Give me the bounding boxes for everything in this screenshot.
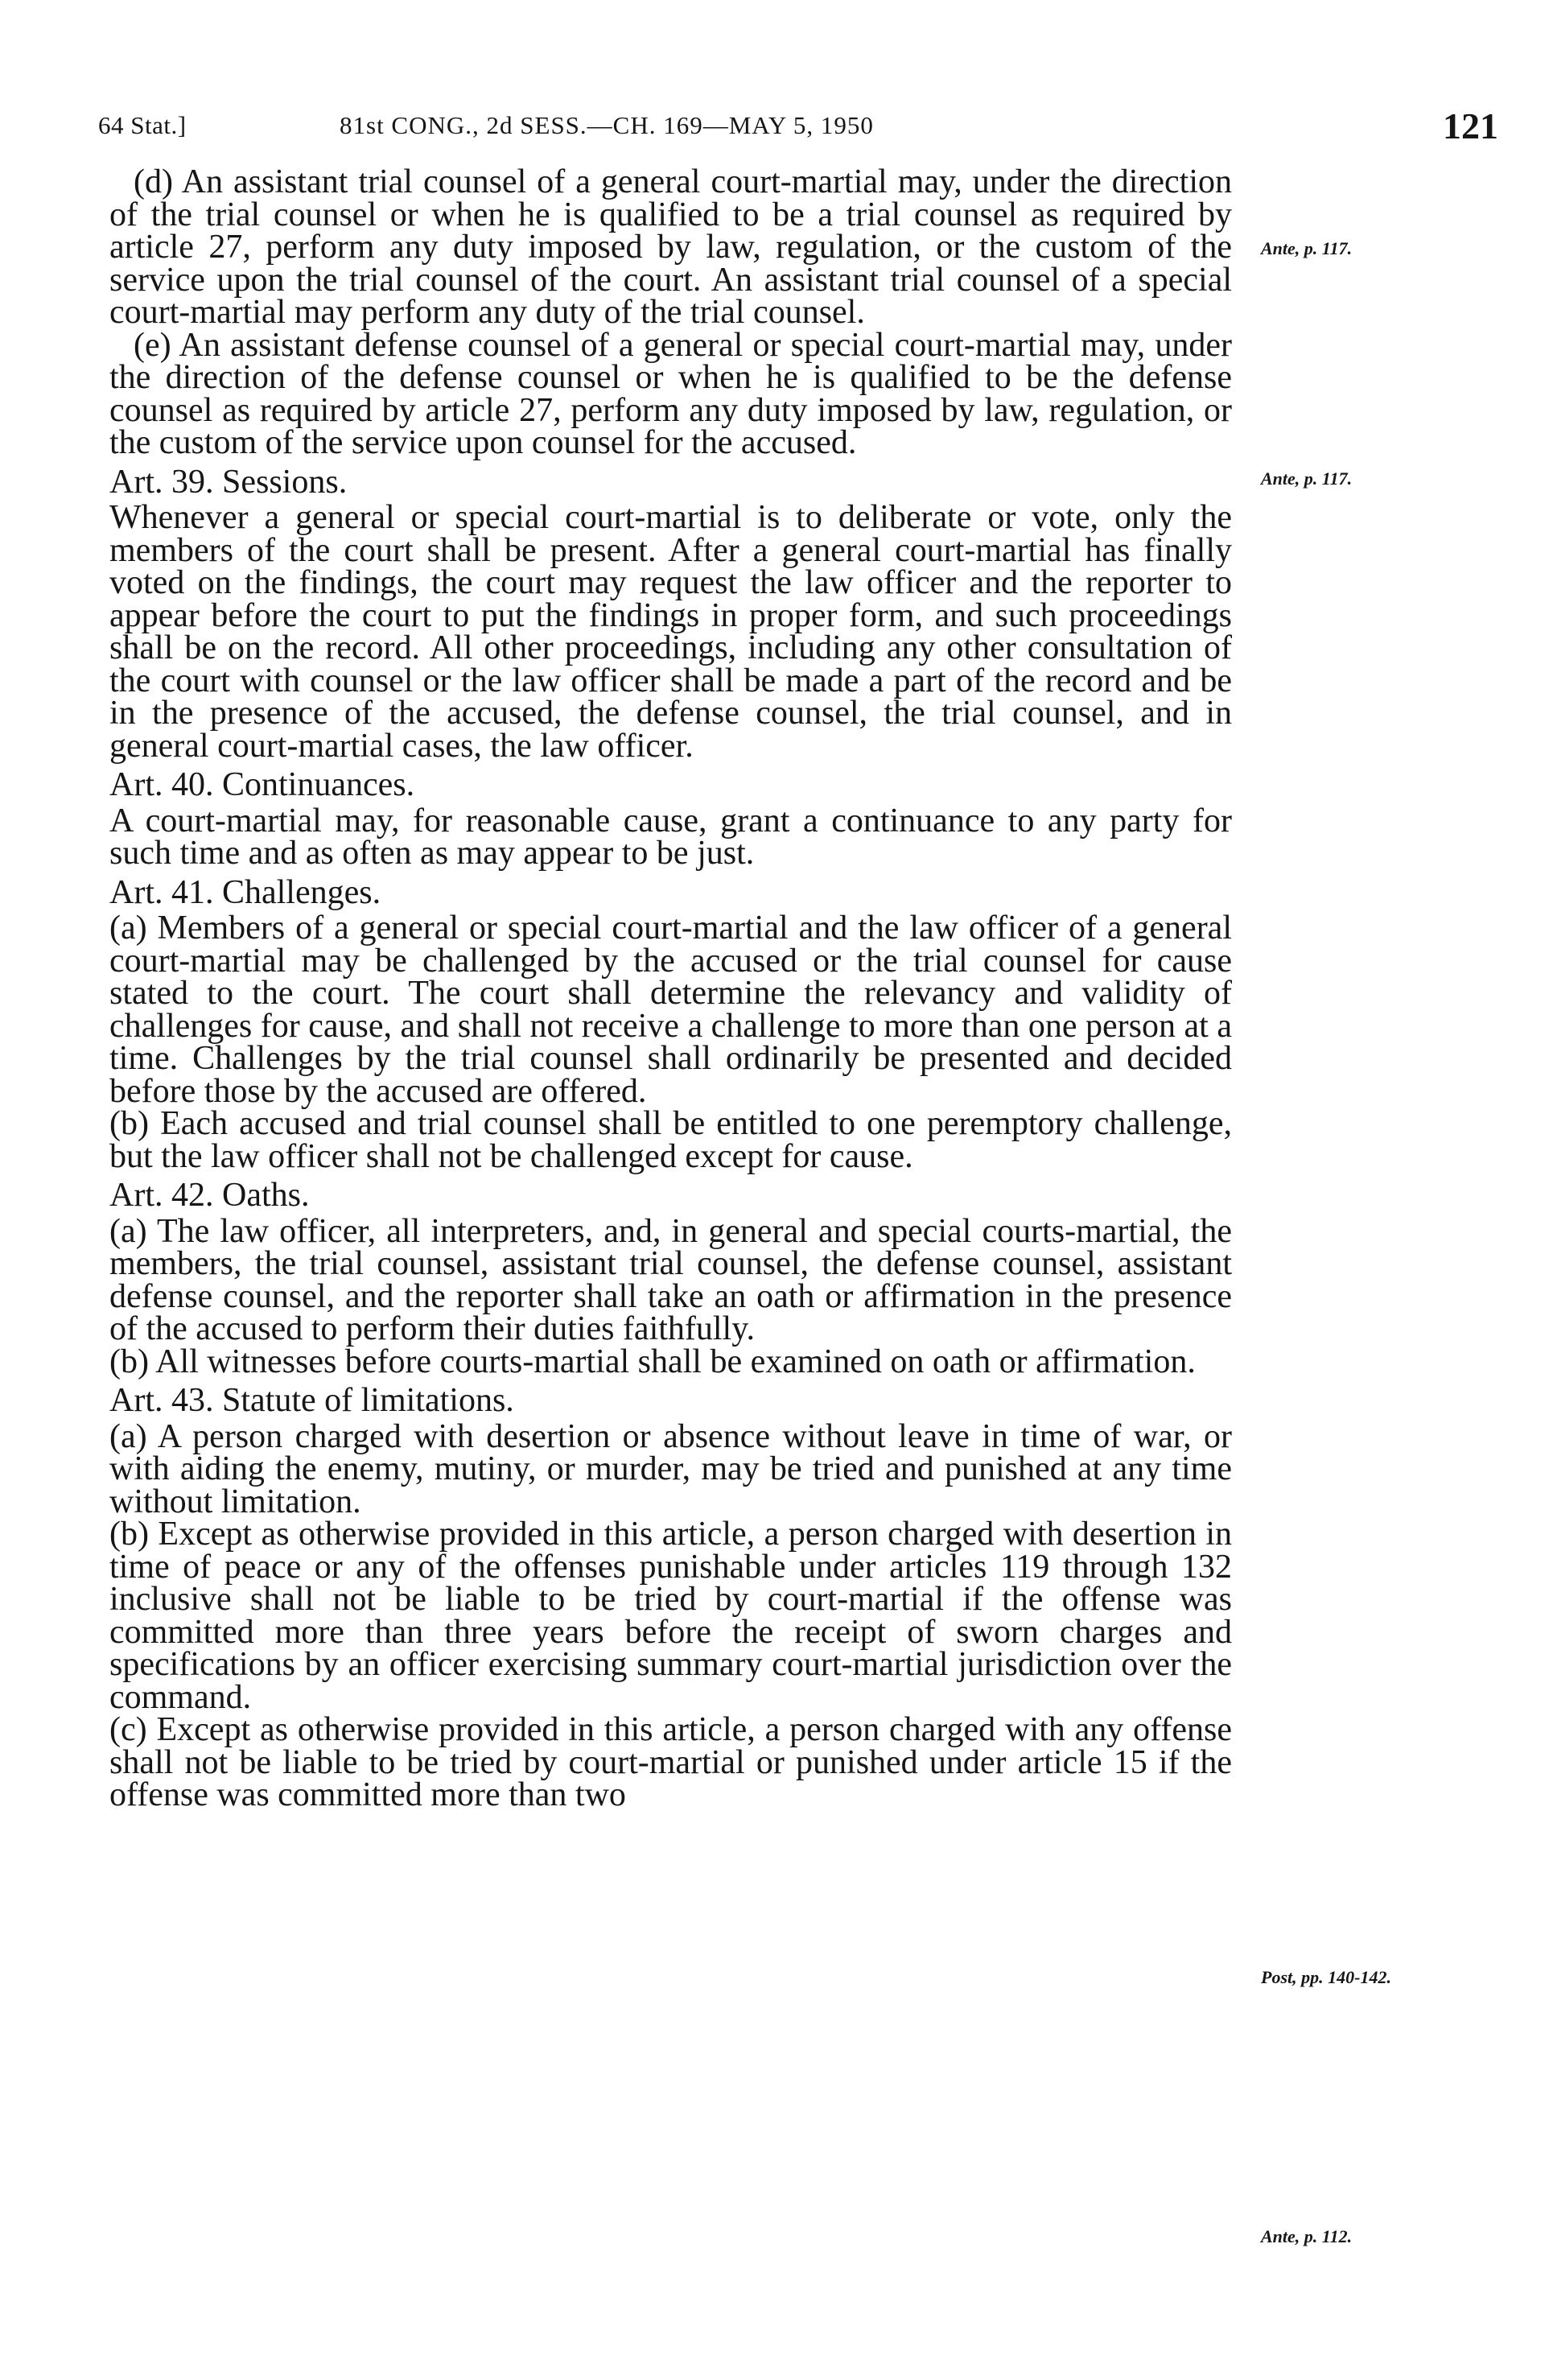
article-43-paragraph-b: (b) Except as otherwise provided in this article, a person charged with desertion in time of peace or any of the offenses punishable under articles 119 through 132 inclusive shall not be liable to be tried by court-martial if the offense was committed more than three years before the receipt of sworn charges and specifications by an officer exercising summary court-martial jurisdiction over the command. <box>109 1516 1232 1716</box>
margin-note: Ante, p. 117. <box>1261 238 1353 258</box>
page-number: 121 <box>1443 105 1498 146</box>
margin-note: Post, pp. 140-142. <box>1261 1967 1391 1987</box>
paragraph-e-assistant-defense-counsel: (e) An assistant defense counsel of a general or special court-martial may, under the direction of the defense counsel or when he is qualified to be the defense counsel as required by article 27, perform any duty imposed by law, regulation, or the custom of the service upon counsel for the accused. <box>109 326 1232 461</box>
article-43-heading: Art. 43. Statute of limitations. <box>109 1382 514 1419</box>
paragraph-d-assistant-trial-counsel: (d) An assistant trial counsel of a general court-martial may, under the direction of the trial counsel or when he is qualified to be a trial counsel as required by article 27, perform any duty imposed by law, regulation, or the custom of the service upon the trial counsel of the court. An assistant trial counsel of a special court-martial may perform any duty of the trial counsel. <box>109 163 1232 331</box>
article-42-heading: Art. 42. Oaths. <box>109 1177 310 1214</box>
page-header <box>98 105 1498 159</box>
article-40-text: A court-martial may, for reasonable cause, grant a continuance to any party for such time and as often as may appear to be just. <box>109 802 1232 872</box>
margin-note: Ante, p. 112. <box>1261 2226 1353 2246</box>
article-39-text: Whenever a general or special court-martial is to deliberate or vote, only the members of the court shall be present. After a general court-martial has finally voted on the findings, the court may request the law officer and the reporter to appear before the court to put the findings in proper form, and such proceedings shall be on the record. All other proceedings, including any other consultation of the court with counsel or the law officer shall be made a part of the record and be in the presence of the accused, the defense counsel, the trial counsel, and in general court-martial cases, the law officer. <box>109 499 1232 765</box>
article-42-paragraph-b: (b) All witnesses before courts-martial shall be examined on oath or affirmation. <box>109 1343 1196 1380</box>
margin-note: Ante, p. 117. <box>1261 468 1353 489</box>
article-43-paragraph-a: (a) A person charged with desertion or absence without leave in time of war, or with aiding the enemy, mutiny, or murder, may be tried and punished at any time without limitation. <box>109 1417 1232 1520</box>
article-40-heading: Art. 40. Continuances. <box>109 766 415 803</box>
volume-reference: 64 Stat.] <box>98 111 187 139</box>
article-41-paragraph-b: (b) Each accused and trial counsel shall be entitled to one peremptory challenge, but the law officer shall not be challenged except for cause. <box>109 1105 1232 1175</box>
article-41-paragraph-a: (a) Members of a general or special court-martial and the law officer of a general court-martial may be challenged by the accused or the trial counsel for cause stated to the court. The court shall determine the relevancy and validity of challenges for cause, and shall not receive a challenge to more than one person at a time. Challenges by the trial counsel shall ordinarily be presented and decided before those by the accused are offered. <box>109 910 1232 1110</box>
page-body <box>109 163 1232 1813</box>
article-43-paragraph-c: (c) Except as otherwise provided in this article, a person charged with any offense shall not be liable to be tried by court-martial or punished under article 15 if the offense was committed more than two <box>109 1711 1232 1813</box>
session-line: 81st CONG., 2d SESS.—CH. 169—MAY 5, 1950 <box>340 111 874 139</box>
article-41-heading: Art. 41. Challenges. <box>109 873 381 911</box>
article-42-paragraph-a: (a) The law officer, all interpreters, and, in general and special courts-martial, the members, the trial counsel, assistant trial counsel, the defense counsel, assistant defense counsel, and the reporter shall take an oath or affirmation in the presence of the accused to perform their duties faithfully. <box>109 1212 1232 1347</box>
article-39-heading: Art. 39. Sessions. <box>109 463 348 501</box>
